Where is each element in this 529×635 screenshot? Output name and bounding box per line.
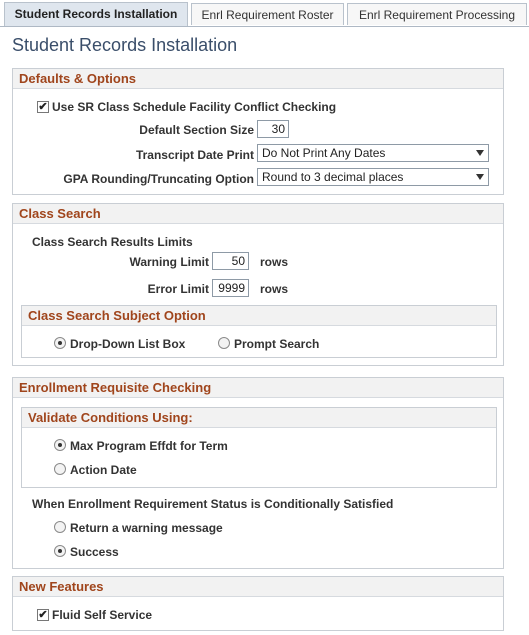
error-limit-input[interactable]: 9999 [212,279,249,297]
default-section-size-input[interactable]: 30 [257,120,289,138]
return-warning-label: Return a warning message [70,521,223,535]
action-date-radio[interactable] [54,463,66,475]
validate-conditions-heading: Validate Conditions Using: [28,410,193,425]
check-icon: ✔ [38,101,48,113]
return-warning-radio[interactable] [54,521,66,533]
default-section-size-label: Default Section Size [139,123,254,137]
max-program-effdt-radio[interactable] [54,439,66,451]
tab-enrl-requirement-processing[interactable]: Enrl Requirement Processing [347,3,527,25]
facility-conflict-label: Use SR Class Schedule Facility Conflict Checking [52,100,337,114]
gpa-rounding-label: GPA Rounding/Truncating Option [63,172,254,186]
fluid-self-service-checkbox[interactable] [37,609,49,621]
gpa-rounding-value: Round to 3 decimal places [262,170,404,184]
chevron-down-icon [476,174,484,180]
new-features-group [12,576,504,631]
tab-student-records-installation[interactable]: Student Records Installation [4,2,188,26]
error-limit-label: Error Limit [147,282,209,296]
warning-limit-unit: rows [260,255,289,269]
chevron-down-icon [476,150,484,156]
transcript-date-print-select[interactable] [257,144,489,162]
transcript-date-print-label: Transcript Date Print [135,148,254,162]
tab-enrl-requirement-roster[interactable]: Enrl Requirement Roster [191,3,344,25]
error-limit-unit: rows [260,282,289,296]
new-features-header [13,577,503,597]
page-title: Student Records Installation [12,35,238,55]
class-search-header [13,204,503,224]
gpa-rounding-select[interactable] [257,168,489,186]
subject-option-header [22,306,496,326]
defaults-options-header [13,69,503,89]
class-search-heading: Class Search [19,206,101,221]
action-date-label: Action Date [70,463,137,477]
validate-conditions-header [22,408,496,428]
tab-bar [0,0,529,27]
max-program-effdt-label: Max Program Effdt for Term [70,439,228,453]
defaults-options-heading: Defaults & Options [19,71,137,86]
drop-down-list-radio[interactable] [54,337,66,349]
prompt-search-radio[interactable] [218,337,230,349]
success-radio[interactable] [54,545,66,557]
conditionally-satisfied-label: When Enrollment Requirement Status is Conditionally Satisfied [32,497,394,511]
results-limits-label: Class Search Results Limits [32,235,193,249]
drop-down-list-label: Drop-Down List Box [70,337,186,351]
facility-conflict-checkbox[interactable] [37,101,49,113]
fluid-self-service-label: Fluid Self Service [52,608,153,622]
enrollment-requisite-header [13,378,503,398]
check-icon: ✔ [38,609,48,621]
warning-limit-input[interactable]: 50 [212,252,249,270]
prompt-search-label: Prompt Search [234,337,320,351]
enrollment-requisite-heading: Enrollment Requisite Checking [19,380,212,395]
success-label: Success [70,545,119,559]
new-features-heading: New Features [19,579,104,594]
warning-limit-label: Warning Limit [129,255,209,269]
transcript-date-print-value: Do Not Print Any Dates [262,146,386,160]
subject-option-heading: Class Search Subject Option [28,308,206,323]
